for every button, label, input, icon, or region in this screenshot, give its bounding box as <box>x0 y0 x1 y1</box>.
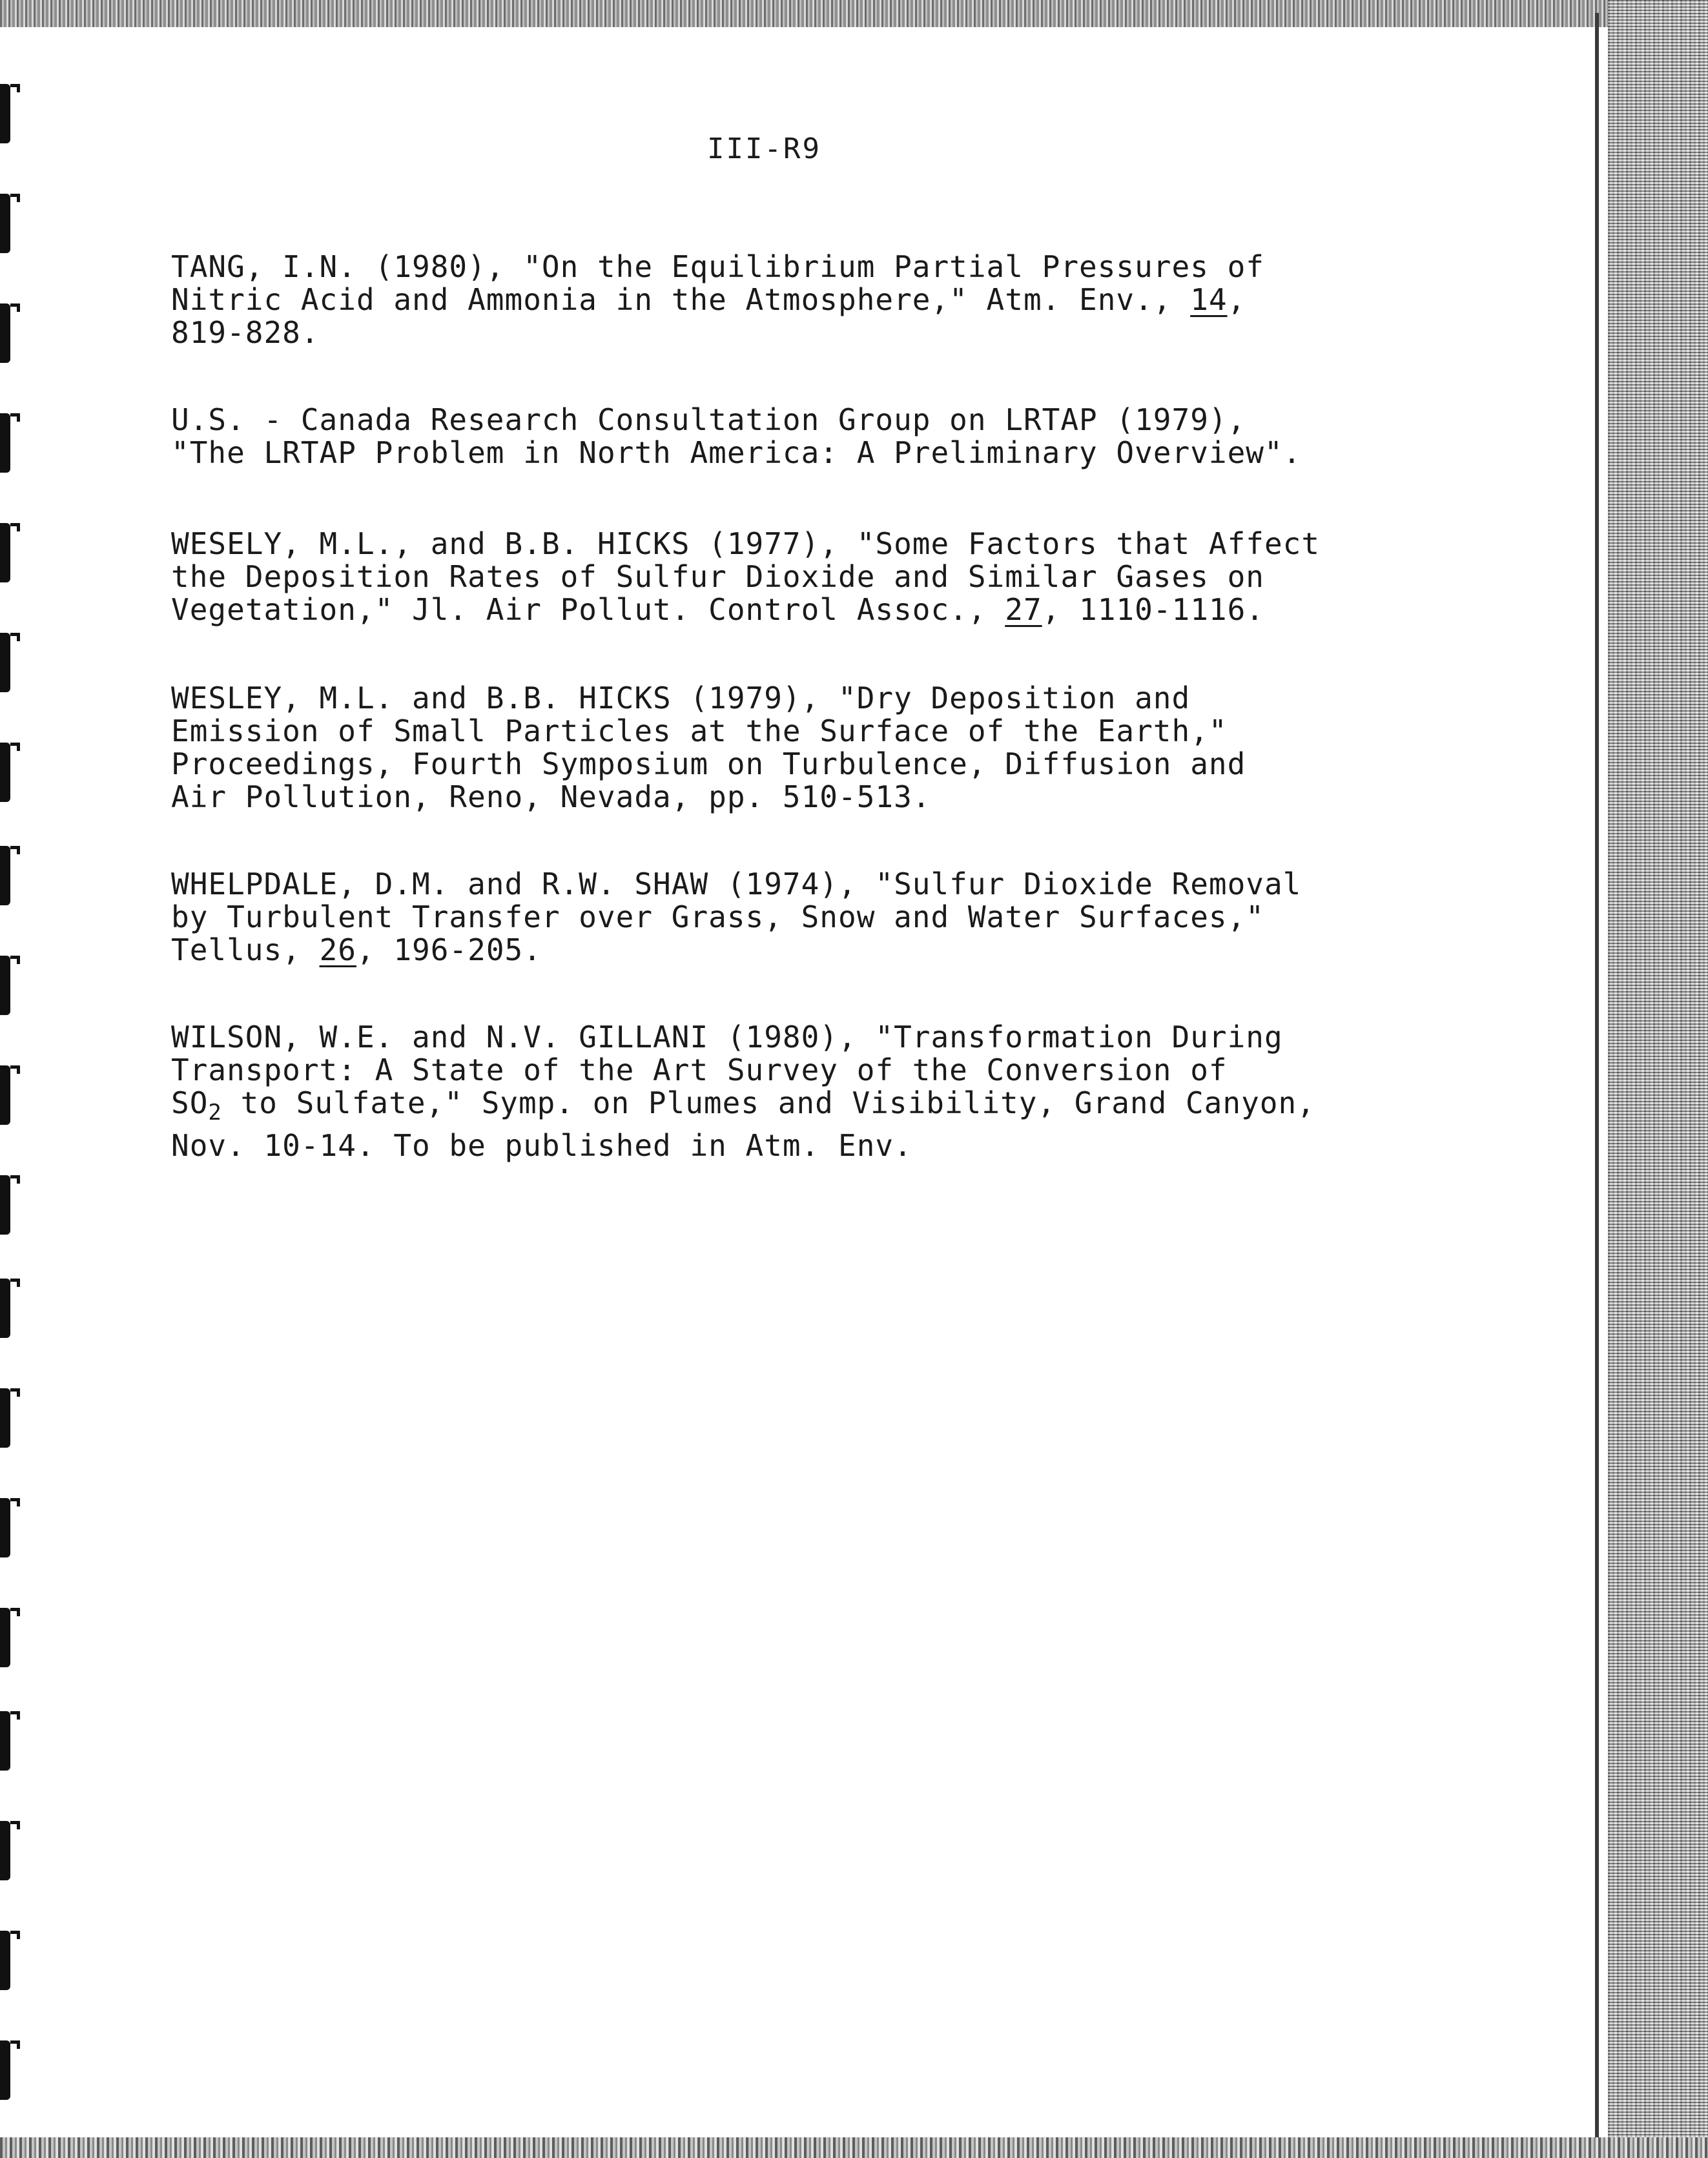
binder-hole <box>0 1821 10 1880</box>
binder-hole <box>0 1175 10 1235</box>
reference-text: WESLEY, M.L. and B.B. HICKS (1979), "Dry Deposition and Emission of Small Particles at the Surface of the Earth," Proceedings, Fourth Symposium on Turbulence, Diffusion and Air Pollution, Reno, Nevada, pp. 510-513. <box>171 681 1246 814</box>
binder-hole <box>0 1608 10 1667</box>
binder-hole <box>0 1931 10 1990</box>
scan-border-top <box>0 0 1708 27</box>
binder-hole <box>0 633 10 692</box>
reference-wilson-1980 <box>171 1021 1463 1162</box>
reference-wesley-1979 <box>171 682 1463 814</box>
reference-text-tail: , 196-205. <box>356 932 542 967</box>
reference-volume: 14 <box>1190 282 1228 317</box>
binder-hole <box>0 84 10 143</box>
binder-hole <box>0 1279 10 1338</box>
binder-hole <box>0 1711 10 1771</box>
reference-whelpdale-1974 <box>171 868 1463 967</box>
page-edge <box>1595 13 1599 2137</box>
reference-text: WESELY, M.L., and B.B. HICKS (1977), "Some Factors that Affect the Deposition Rates of Sulfur Dioxide and Similar Gases on Vegetation," Jl. Air Pollut. Control Assoc., <box>171 526 1321 627</box>
reference-text: TANG, I.N. (1980), "On the Equilibrium Partial Pressures of Nitric Acid and Ammonia in the Atmosphere," Atm. Env., <box>171 249 1264 317</box>
reference-volume: 27 <box>1005 592 1042 627</box>
binder-hole <box>0 1388 10 1448</box>
binder-hole <box>0 1498 10 1557</box>
reference-text-tail: to Sulfate," Symp. on Plumes and Visibility, Grand Canyon, Nov. 10-14. To be published in Atm. Env. <box>171 1085 1315 1164</box>
reference-wesely-1977 <box>171 528 1463 626</box>
scan-border-right <box>1608 0 1708 2158</box>
reference-subscript: 2 <box>208 1100 222 1126</box>
reference-volume: 26 <box>319 932 356 967</box>
page-number: III-R9 <box>707 132 821 165</box>
reference-text-tail: , 819-828. <box>171 282 1246 350</box>
binder-hole <box>0 743 10 802</box>
binder-hole <box>0 303 10 363</box>
binder-hole <box>0 956 10 1015</box>
reference-us-canada-1979 <box>171 404 1463 469</box>
binder-hole <box>0 846 10 905</box>
binder-hole <box>0 413 10 473</box>
reference-text: WHELPDALE, D.M. and R.W. SHAW (1974), "Sulfur Dioxide Removal by Turbulent Transfer over Grass, Snow and Water Surfaces," Tellus, <box>171 867 1302 967</box>
binder-hole <box>0 523 10 582</box>
binder-hole <box>0 1065 10 1125</box>
reference-list <box>171 251 1463 1217</box>
reference-text: WILSON, W.E. and N.V. GILLANI (1980), "Transformation During Transport: A State of the Art Survey of the Conversion of SO <box>171 1020 1283 1120</box>
reference-tang-1980 <box>171 251 1463 349</box>
binder-hole <box>0 2040 10 2100</box>
scan-border-bottom <box>0 2137 1708 2158</box>
binder-hole <box>0 194 10 253</box>
reference-text: U.S. - Canada Research Consultation Group on LRTAP (1979), "The LRTAP Problem in North America: A Preliminary Overview". <box>171 402 1302 470</box>
reference-text-tail: , 1110-1116. <box>1042 592 1264 627</box>
